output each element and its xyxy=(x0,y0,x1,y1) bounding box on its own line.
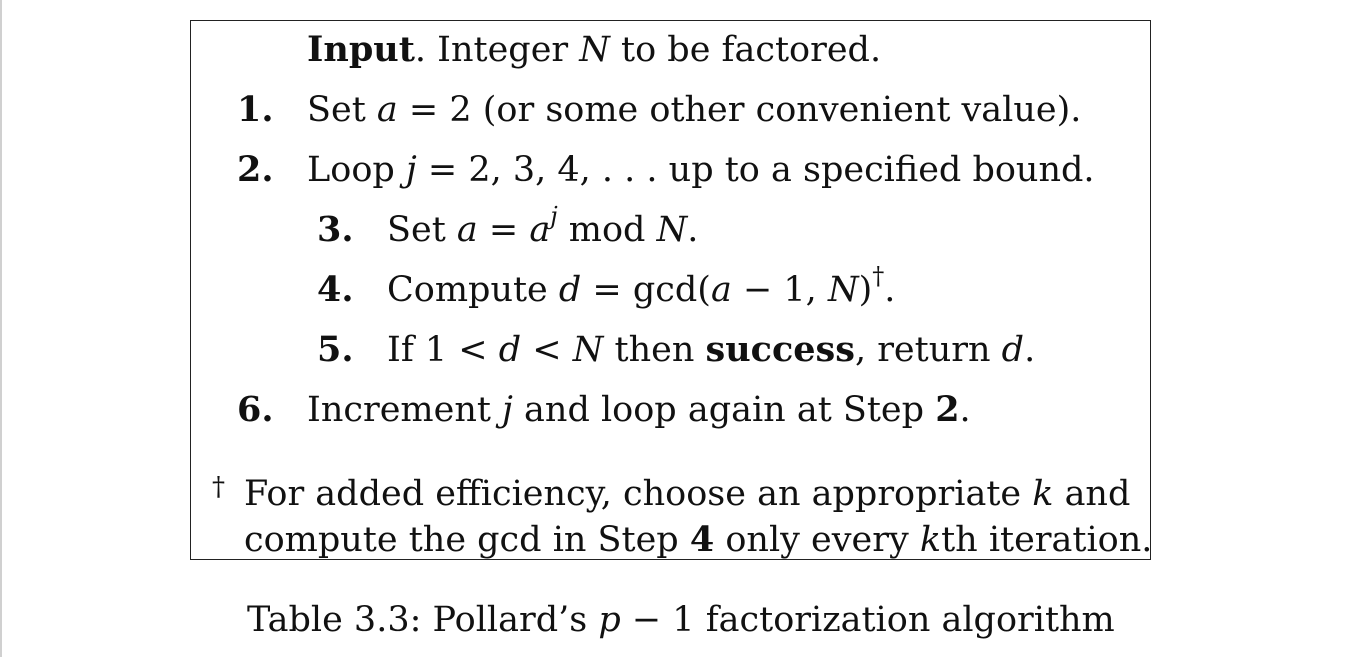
step-2-text-b: = 2, 3, 4, . . . up to a specified bound. xyxy=(416,150,1095,190)
step-4-text-b: = gcd( xyxy=(581,270,711,310)
input-text-a: . Integer xyxy=(414,30,580,70)
footnote-line-2 xyxy=(244,520,1152,560)
step-6-text-c: . xyxy=(959,390,971,430)
step-5-text xyxy=(387,330,1035,370)
step-3-var-n: N xyxy=(656,210,688,250)
step-4-text-a: Compute xyxy=(387,270,559,310)
step-1-var-a: a xyxy=(376,90,398,130)
step-2-var-j: j xyxy=(405,150,417,190)
step-3-text xyxy=(387,202,699,250)
footnote-dagger-mark: † xyxy=(212,472,225,502)
footnote-line-1-text-b: and xyxy=(1053,474,1131,514)
footnote-var-k: k xyxy=(1032,474,1054,514)
step-4-text-d: ) xyxy=(858,270,873,310)
input-var-n: N xyxy=(579,30,610,70)
step-5-var-n: N xyxy=(572,330,604,370)
step-3-text-b: = xyxy=(477,210,530,250)
table-caption xyxy=(247,600,1115,640)
step-3-number: 3. xyxy=(317,209,354,250)
footnote-step-ref: 4 xyxy=(689,519,715,560)
step-1-text-b: = 2 (or some other convenient value). xyxy=(397,90,1082,130)
step-3-exponent-j: j xyxy=(550,202,558,231)
step-6-var-j: j xyxy=(502,390,513,430)
input-label: Input xyxy=(307,29,415,70)
footnote-line-2-text-a: compute the gcd in Step xyxy=(244,520,690,560)
step-3-text-a: Set xyxy=(387,210,457,250)
step-4-number: 4. xyxy=(317,269,354,310)
step-5-text-c: then xyxy=(603,330,706,370)
footnote-line-1-text-a: For added efficiency, choose an appropriate xyxy=(244,474,1033,514)
footnote-line-2-text-c: th iteration. xyxy=(941,520,1153,560)
step-4-text xyxy=(387,262,896,310)
input-line xyxy=(307,30,881,70)
step-6-text-a: Increment xyxy=(307,390,503,430)
step-4-var-d: d xyxy=(558,270,582,310)
step-5-text-b: < xyxy=(521,330,573,370)
step-5-text-d: , return xyxy=(854,330,1002,370)
step-2-text xyxy=(307,150,1095,190)
step-5-text-e: . xyxy=(1024,330,1036,370)
footnote-var-k2: k xyxy=(919,520,942,560)
step-3-text-c: mod xyxy=(557,210,657,250)
step-1-text-a: Set xyxy=(307,90,377,130)
step-3-text-d: . xyxy=(687,210,699,250)
caption-var-p: p xyxy=(598,600,621,640)
step-4-text-c: − 1, xyxy=(731,270,828,310)
step-4-var-a: a xyxy=(710,270,732,310)
step-5-var-d2: d xyxy=(1001,330,1025,370)
step-6-text xyxy=(307,390,971,430)
step-4-var-n: N xyxy=(827,270,859,310)
step-2-text-a: Loop xyxy=(307,150,406,190)
step-5-success: success xyxy=(705,329,855,370)
step-6-step-ref: 2 xyxy=(935,389,960,430)
footnote-line-1 xyxy=(244,474,1130,514)
step-6-number: 6. xyxy=(237,389,274,430)
step-5-text-a: If 1 < xyxy=(387,330,499,370)
step-4-text-e: . xyxy=(884,270,896,310)
step-6-text-b: and loop again at Step xyxy=(512,390,936,430)
step-5-number: 5. xyxy=(317,329,354,370)
step-1-text xyxy=(307,90,1081,130)
step-4-dagger: † xyxy=(872,262,885,291)
page-edge-divider xyxy=(0,0,2,657)
input-text-b: to be factored. xyxy=(609,30,882,70)
step-5-var-d: d xyxy=(498,330,522,370)
step-2-number: 2. xyxy=(237,149,274,190)
footnote-line-2-text-b: only every xyxy=(714,520,920,560)
step-3-var-a: a xyxy=(456,210,478,250)
caption-text-a: Table 3.3: Pollard’s xyxy=(247,600,599,640)
step-1-number: 1. xyxy=(237,89,274,130)
caption-text-b: − 1 factorization algorithm xyxy=(620,600,1115,640)
step-3-var-a2: a xyxy=(529,210,551,250)
